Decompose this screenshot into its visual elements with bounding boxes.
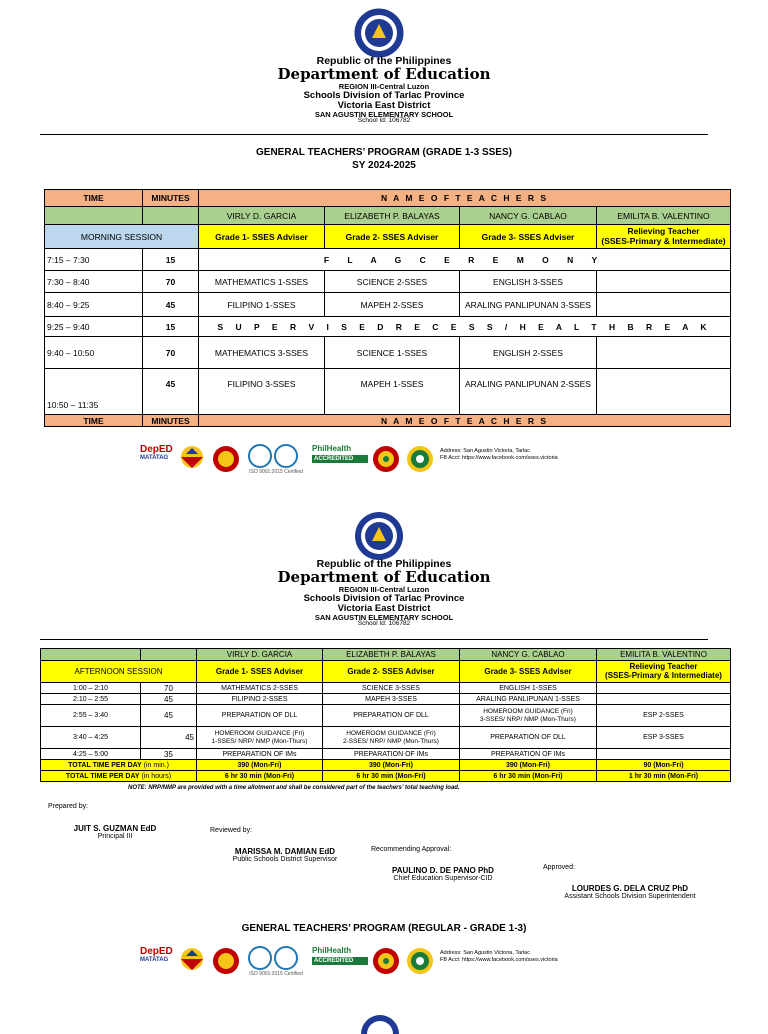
table-header-row xyxy=(45,190,731,207)
subject-cell: FILIPINO 3-SSES xyxy=(199,369,325,415)
iso-certification-icon xyxy=(246,444,306,474)
subject-cell: ARALING PANLIPUNAN 2-SSES xyxy=(460,369,597,415)
role-cell: Relieving Teacher (SSES-Primary & Intermediate) xyxy=(597,225,731,249)
morning-schedule-table xyxy=(44,189,731,427)
flag-ceremony: F L A G C E R E M O N Y xyxy=(199,249,731,271)
svg-text:ISO 9001:2015 Certified: ISO 9001:2015 Certified xyxy=(249,469,303,474)
region-text: REGION III-Central Luzon xyxy=(338,584,430,594)
deped-seal-icon xyxy=(354,8,404,58)
subject-cell: MATHEMATICS 1-SSES xyxy=(199,271,325,293)
subject-cell: HOMEROOM GUIDANCE (Fri) 3-SSES/ NRP/ NMP (Mon-Thurs) xyxy=(460,705,597,727)
table-footer-row xyxy=(45,415,731,427)
subject-cell: ENGLISH 2-SSES xyxy=(460,337,597,369)
school-text: SAN AGUSTIN ELEMENTARY SCHOOL xyxy=(314,612,454,622)
prepared-label: Prepared by: xyxy=(48,803,89,810)
time-cell: 7:15 – 7:30 xyxy=(45,249,143,271)
deped-seal-icon xyxy=(354,511,404,561)
department-text: Department of Education xyxy=(277,568,491,587)
foot-names: N A M E O F T E A C H E R S xyxy=(199,415,731,427)
teacher-name: EMILITA B. VALENTINO xyxy=(597,649,731,661)
foot-time: TIME xyxy=(45,415,143,427)
total-cell: 6 hr 30 min (Mon-Fri) xyxy=(460,771,597,782)
republic-text: Republic of the Philippines xyxy=(316,55,452,67)
table-row xyxy=(45,293,731,317)
program-title-2: GENERAL TEACHERS’ PROGRAM (REGULAR - GRADE 1-3) xyxy=(241,923,527,934)
division-text: Schools Division of Tarlac Province xyxy=(303,592,465,604)
philhealth-logo: PhilHealth ACCREDITED xyxy=(312,444,368,474)
letterhead-2 xyxy=(0,559,768,628)
republic-text: Republic of the Philippines xyxy=(316,558,452,570)
table-row xyxy=(45,249,731,271)
header-divider xyxy=(40,134,708,135)
time-cell: 10:50 – 11:35 xyxy=(45,369,143,415)
time-cell: 7:30 – 8:40 xyxy=(45,271,143,293)
subject-cell xyxy=(597,293,731,317)
subject-cell: SCIENCE 1-SSES xyxy=(325,337,460,369)
table-row xyxy=(41,705,731,727)
subject-cell xyxy=(597,271,731,293)
district-text: Victoria East District xyxy=(337,99,431,111)
deped-seal-icon xyxy=(360,1014,400,1034)
division-text: Schools Division of Tarlac Province xyxy=(303,89,465,101)
total-cell: 90 (Mon-Fri) xyxy=(597,760,731,771)
session-label: MORNING SESSION xyxy=(45,225,199,249)
teacher-name: NANCY G. CABLAO xyxy=(460,207,597,225)
division-seal-icon xyxy=(212,946,240,976)
reviewed-signatory: MARISSA M. DAMIAN EdD Public Schools District Supervisor xyxy=(232,847,338,863)
subject-cell: PREPARATION OF IMs xyxy=(323,749,460,760)
roles-row xyxy=(41,661,731,683)
subject-cell: MATHEMATICS 3-SSES xyxy=(199,337,325,369)
table-row xyxy=(45,317,731,337)
minutes-cell: 45 xyxy=(141,694,197,705)
recess-break: S U P E R V I S E D R E C E S S / H E A L T H B R E A K xyxy=(199,317,731,337)
district-text: Victoria East District xyxy=(337,602,431,614)
reviewed-label: Reviewed by: xyxy=(210,827,253,834)
time-cell: 1:00 – 2:10 xyxy=(41,683,141,694)
subject-cell: MAPEH 2-SSES xyxy=(325,293,460,317)
role-cell: Grade 3- SSES Adviser xyxy=(460,225,597,249)
time-cell: 9:40 – 10:50 xyxy=(45,337,143,369)
teacher-name: VIRLY D. GARCIA xyxy=(199,207,325,225)
minutes-cell: 45 xyxy=(143,369,199,415)
subject-cell: ARALING PANLIPUNAN 1-SSES xyxy=(460,694,597,705)
minutes-cell: 45 xyxy=(141,705,197,727)
school-text: SAN AGUSTIN ELEMENTARY SCHOOL xyxy=(314,109,454,119)
school-year-text: SY 2024-2025 xyxy=(352,160,416,171)
minutes-cell: 35 xyxy=(141,749,197,760)
teacher-name: VIRLY D. GARCIA xyxy=(197,649,323,661)
time-cell: 2:55 – 3:40 xyxy=(41,705,141,727)
teacher-name: NANCY G. CABLAO xyxy=(460,649,597,661)
subject-cell: ESP 2-SSES xyxy=(597,705,731,727)
subject-cell: PREPARATION OF DLL xyxy=(460,727,597,749)
table-row xyxy=(45,369,731,415)
afternoon-schedule-table xyxy=(40,648,731,782)
role-cell: Grade 2- SSES Adviser xyxy=(323,661,460,683)
teacher-name: EMILITA B. VALENTINO xyxy=(597,207,731,225)
deped-matatag-logo: DepED MATATAG xyxy=(140,946,173,963)
subject-cell: PREPARATION OF IMs xyxy=(197,749,323,760)
foot-minutes: MINUTES xyxy=(143,415,199,427)
approved-signatory: LOURDES G. DELA CRUZ PhD Assistant Schools Division Superintendent xyxy=(564,884,696,900)
minutes-cell: 70 xyxy=(143,271,199,293)
gear-seal-icon xyxy=(372,444,400,474)
roles-row xyxy=(45,225,731,249)
minutes-cell: 45 xyxy=(143,293,199,317)
total-hr-label: TOTAL TIME PER DAY (in hours) xyxy=(41,771,197,782)
subject-cell: ENGLISH 3-SSES xyxy=(460,271,597,293)
subject-cell: SCIENCE 2-SSES xyxy=(325,271,460,293)
subject-cell: SCIENCE 3-SSES xyxy=(323,683,460,694)
subject-cell: MATHEMATICS 2-SSES xyxy=(197,683,323,694)
time-cell: 8:40 – 9:25 xyxy=(45,293,143,317)
minutes-cell: 45 xyxy=(141,727,197,749)
total-cell: 390 (Mon-Fri) xyxy=(323,760,460,771)
recommending-signatory: PAULINO D. DE PANO PhD Chief Education Supervisor-CID xyxy=(392,866,494,882)
table-row xyxy=(45,337,731,369)
total-cell: 390 (Mon-Fri) xyxy=(197,760,323,771)
subject-cell xyxy=(597,369,731,415)
subject-cell: ESP 3-SSES xyxy=(597,727,731,749)
nrp-note: NOTE: NRP/NMP are provided with a time allotment and shall be considered part of the teachers’ total teaching load. xyxy=(128,785,460,791)
school-address: Address: San Agustin Victoria, Tarlac FB Acct: https://www.facebook.com/sses.victoria xyxy=(440,950,558,964)
svg-text:ISO 9001:2015 Certified: ISO 9001:2015 Certified xyxy=(249,971,303,976)
time-cell: 2:10 – 2:55 xyxy=(41,694,141,705)
subject-cell xyxy=(597,337,731,369)
minutes-cell: 15 xyxy=(143,249,199,271)
role-cell: Grade 1- SSES Adviser xyxy=(199,225,325,249)
total-minutes-row xyxy=(41,760,731,771)
school-seal-icon xyxy=(406,946,434,976)
role-cell: Grade 3- SSES Adviser xyxy=(460,661,597,683)
gear-seal-icon xyxy=(372,946,400,976)
subject-cell: ENGLISH 1-SSES xyxy=(460,683,597,694)
school-id-text: School Id: 106782 xyxy=(357,117,411,125)
header-divider xyxy=(40,639,708,640)
total-min-label: TOTAL TIME PER DAY (in min.) xyxy=(41,760,197,771)
names-header: N A M E O F T E A C H E R S xyxy=(199,190,731,207)
subject-cell: PREPARATION OF IMs xyxy=(460,749,597,760)
role-cell: Relieving Teacher (SSES-Primary & Intermediate) xyxy=(597,661,731,683)
role-cell: Grade 2- SSES Adviser xyxy=(325,225,460,249)
teacher-names-row xyxy=(41,649,731,661)
total-cell: 390 (Mon-Fri) xyxy=(460,760,597,771)
teacher-name: ELIZABETH P. BALAYAS xyxy=(325,207,460,225)
subject-cell: FILIPINO 2-SSES xyxy=(197,694,323,705)
time-cell: 9:25 – 9:40 xyxy=(45,317,143,337)
time-cell: 3:40 – 4:25 xyxy=(41,727,141,749)
minutes-cell: 70 xyxy=(143,337,199,369)
iso-certification-icon xyxy=(246,946,306,976)
minutes-cell: 70 xyxy=(141,683,197,694)
school-seal-icon xyxy=(406,444,434,474)
col-time: TIME xyxy=(45,190,143,207)
minutes-cell: 15 xyxy=(143,317,199,337)
letterhead-1 xyxy=(0,56,768,125)
recommending-label: Recommending Approval: xyxy=(371,846,452,853)
subject-cell: HOMEROOM GUIDANCE (Fri) 2-SSES/ NRP/ NMP (Mon-Thurs) xyxy=(323,727,460,749)
approved-label: Approved: xyxy=(543,864,575,871)
subject-cell: PREPARATION OF DLL xyxy=(197,705,323,727)
total-hours-row xyxy=(41,771,731,782)
total-cell: 6 hr 30 min (Mon-Fri) xyxy=(197,771,323,782)
school-address: Address: San Agustin Victoria, Tarlac FB Acct: https://www.facebook.com/sses.victoria xyxy=(440,448,558,462)
program-title xyxy=(0,146,768,172)
col-minutes: MINUTES xyxy=(143,190,199,207)
subject-cell xyxy=(597,683,731,694)
region-text: REGION III-Central Luzon xyxy=(338,81,430,91)
prepared-signatory: JUIT S. GUZMAN EdD Principal III xyxy=(73,824,157,840)
table-row xyxy=(45,271,731,293)
philhealth-logo: PhilHealth ACCREDITED xyxy=(312,946,368,976)
deped-matatag-logo: DepED MATATAG xyxy=(140,444,173,461)
program-title-text: GENERAL TEACHERS’ PROGRAM (GRADE 1-3 SSES) xyxy=(256,147,512,158)
table-row xyxy=(41,683,731,694)
table-row xyxy=(41,694,731,705)
table-row xyxy=(41,727,731,749)
subject-cell: MAPEH 3-SSES xyxy=(323,694,460,705)
subject-cell xyxy=(597,749,731,760)
table-row xyxy=(41,749,731,760)
subject-cell: PREPARATION OF DLL xyxy=(323,705,460,727)
role-cell: Grade 1- SSES Adviser xyxy=(197,661,323,683)
bagong-pilipinas-icon xyxy=(178,946,206,976)
subject-cell: ARALING PANLIPUNAN 3-SSES xyxy=(460,293,597,317)
total-cell: 1 hr 30 min (Mon-Fri) xyxy=(597,771,731,782)
subject-cell: MAPEH 1-SSES xyxy=(325,369,460,415)
footer-logos-2 xyxy=(140,942,600,978)
division-seal-icon xyxy=(212,444,240,474)
subject-cell xyxy=(597,694,731,705)
session-label: AFTERNOON SESSION xyxy=(41,661,197,683)
department-text: Department of Education xyxy=(277,65,491,84)
time-cell: 4:25 – 5:00 xyxy=(41,749,141,760)
subject-cell: HOMEROOM GUIDANCE (Fri) 1-SSES/ NRP/ NMP (Mon-Thurs) xyxy=(197,727,323,749)
bagong-pilipinas-icon xyxy=(178,444,206,474)
teacher-names-row xyxy=(45,207,731,225)
total-cell: 6 hr 30 min (Mon-Fri) xyxy=(323,771,460,782)
school-id-text: School Id: 106782 xyxy=(357,620,411,628)
subject-cell: FILIPINO 1-SSES xyxy=(199,293,325,317)
footer-logos-1 xyxy=(140,440,600,476)
teacher-name: ELIZABETH P. BALAYAS xyxy=(323,649,460,661)
